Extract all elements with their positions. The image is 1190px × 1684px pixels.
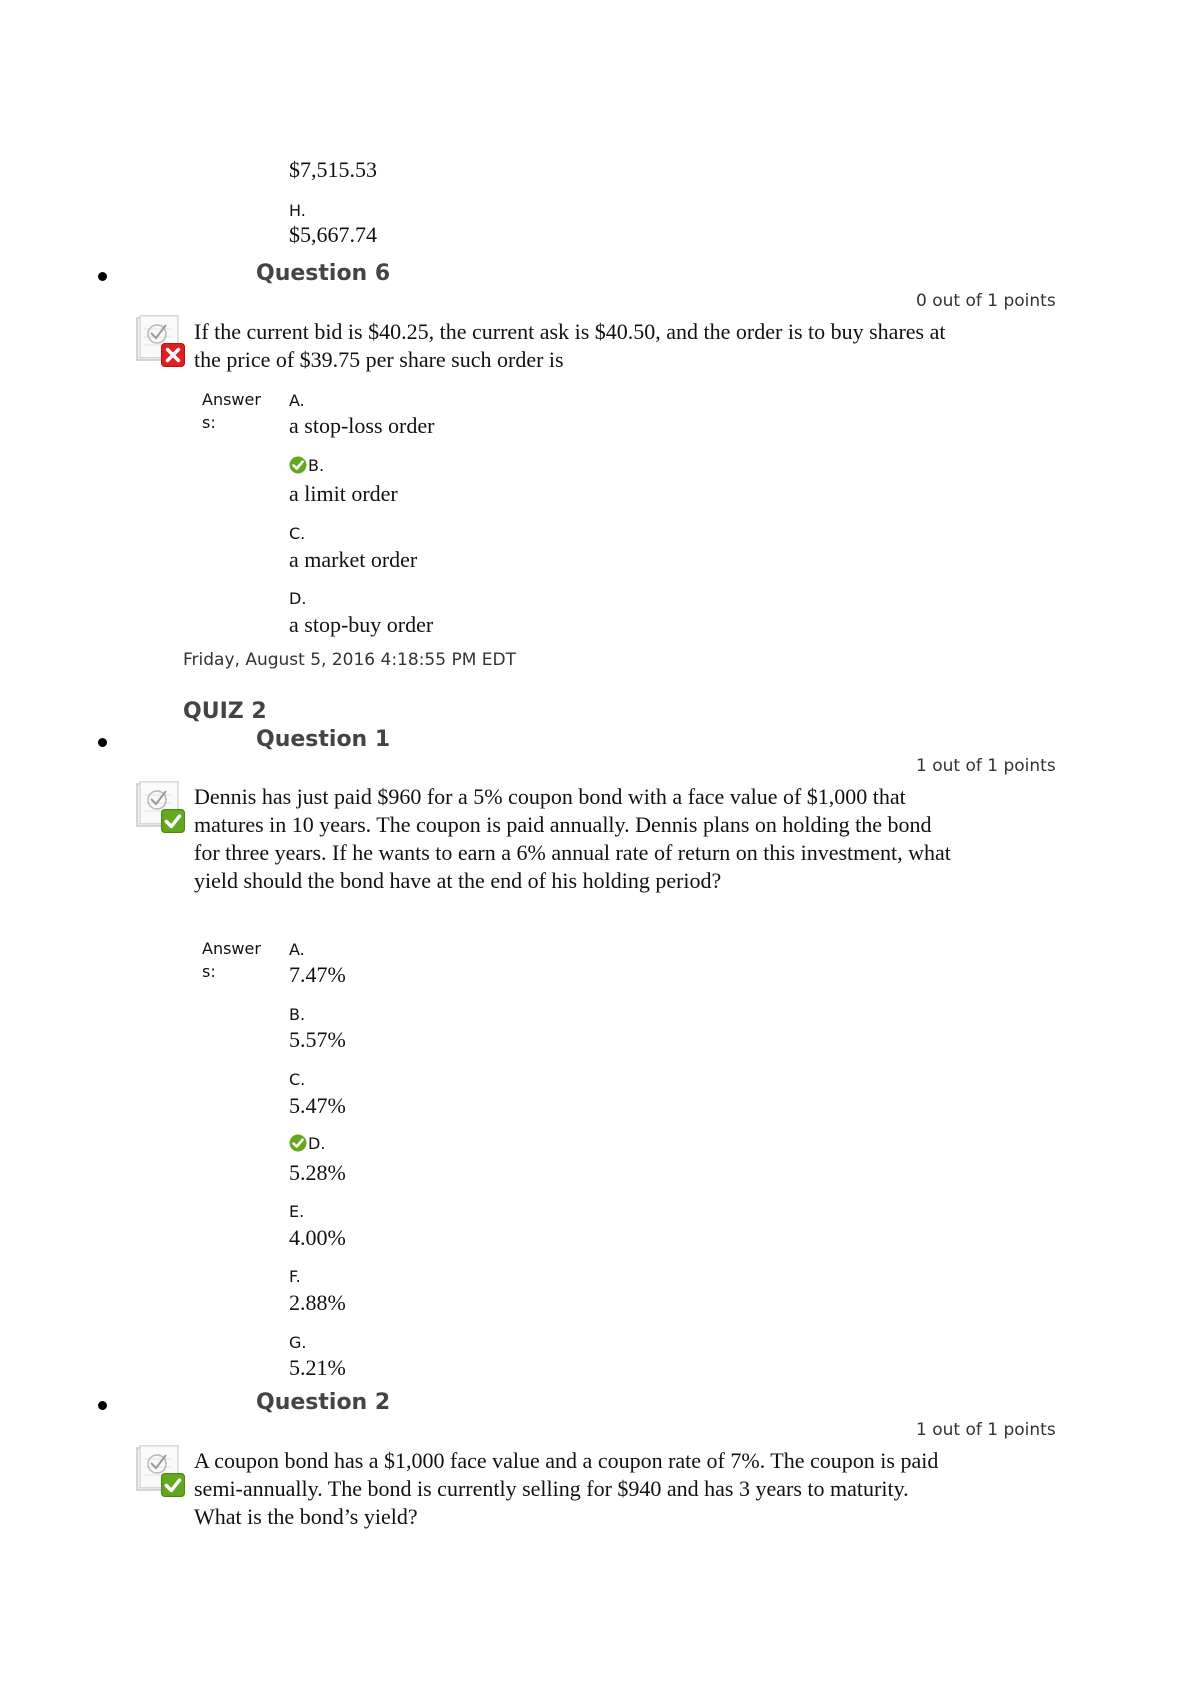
q1-answer-c-letter: C.	[289, 1070, 306, 1089]
q6-answer-d-letter: D.	[289, 589, 307, 608]
question-2-points: 1 out of 1 points	[916, 1420, 1056, 1440]
answers-label-line-1: Answer	[202, 939, 261, 958]
quiz-title: QUIZ 2	[183, 699, 267, 724]
q6-answer-c-letter: C.	[289, 524, 306, 543]
answer-h-text: $5,667.74	[289, 222, 377, 247]
q1-answer-d-letter-text: D.	[308, 1134, 326, 1153]
q6-answer-b-text: a limit order	[289, 481, 398, 506]
question-2-status	[135, 1445, 185, 1497]
question-2-text: A coupon bond has a $1,000 face value and a coupon rate of 7%. The coupon is paid semi-annually. The bond is currently selling for $940 and has 3 years to maturity. What is the bond’s yield?	[194, 1448, 939, 1529]
q1-answer-b-letter: B.	[289, 1005, 306, 1024]
correct-answer-check-icon	[289, 1134, 307, 1152]
q1-answer-e-letter: E.	[289, 1202, 305, 1221]
question-6-points: 0 out of 1 points	[916, 291, 1056, 311]
q6-answer-b-letter-text: B.	[308, 456, 325, 475]
answers-label-line-2: s:	[202, 962, 216, 981]
q6-answer-b-letter	[289, 456, 324, 475]
q1-answer-f-letter: F.	[289, 1267, 301, 1286]
bullet-icon	[98, 272, 107, 281]
question-1-title: Question 1	[256, 727, 391, 752]
bullet-icon	[98, 738, 107, 747]
q6-answer-d-text: a stop-buy order	[289, 612, 434, 637]
question-6-text: If the current bid is $40.25, the current ask is $40.50, and the order is to buy shares at the price of $39.75 per share such order is	[194, 319, 946, 372]
q1-answer-d-text: 5.28%	[289, 1160, 346, 1185]
q6-answer-a-text: a stop-loss order	[289, 413, 435, 438]
q6-answer-c-text: a market order	[289, 547, 418, 572]
answer-h-letter: H.	[289, 201, 306, 220]
timestamp: Friday, August 5, 2016 4:18:55 PM EDT	[183, 650, 516, 670]
q1-answer-c-text: 5.47%	[289, 1093, 346, 1118]
question-1-status	[135, 781, 185, 833]
q1-answer-g-text: 5.21%	[289, 1355, 346, 1380]
q1-answer-b-text: 5.57%	[289, 1027, 346, 1052]
answer-g-text: $7,515.53	[289, 157, 377, 182]
correct-answer-check-icon	[289, 456, 307, 474]
question-1-text: Dennis has just paid $960 for a 5% coupon bond with a face value of $1,000 that matures in 10 years. The coupon is paid annually. Dennis plans on holding the bond for three years. If he wants to earn a 6% annual rate of return on this investment, what yield should the bond have at the end of his holding period?	[194, 784, 951, 893]
q6-answer-a-letter: A.	[289, 391, 305, 410]
q1-answer-d-letter	[289, 1134, 325, 1153]
answers-label-line-1: Answer	[202, 390, 261, 409]
question-2-title: Question 2	[256, 1390, 391, 1415]
q1-answer-a-letter: A.	[289, 940, 305, 959]
question-6-answers-label	[202, 388, 261, 434]
bullet-icon	[98, 1401, 107, 1410]
green-check-icon	[161, 1473, 185, 1497]
answers-label-line-2: s:	[202, 413, 216, 432]
question-1-answers-label	[202, 937, 261, 983]
q1-answer-f-text: 2.88%	[289, 1290, 346, 1315]
red-x-icon	[161, 343, 185, 367]
q1-answer-e-text: 4.00%	[289, 1225, 346, 1250]
green-check-icon	[161, 809, 185, 833]
question-6-status	[135, 315, 185, 367]
q1-answer-g-letter: G.	[289, 1333, 307, 1352]
question-1-points: 1 out of 1 points	[916, 756, 1056, 776]
question-6-title: Question 6	[256, 261, 391, 286]
q1-answer-a-text: 7.47%	[289, 962, 346, 987]
